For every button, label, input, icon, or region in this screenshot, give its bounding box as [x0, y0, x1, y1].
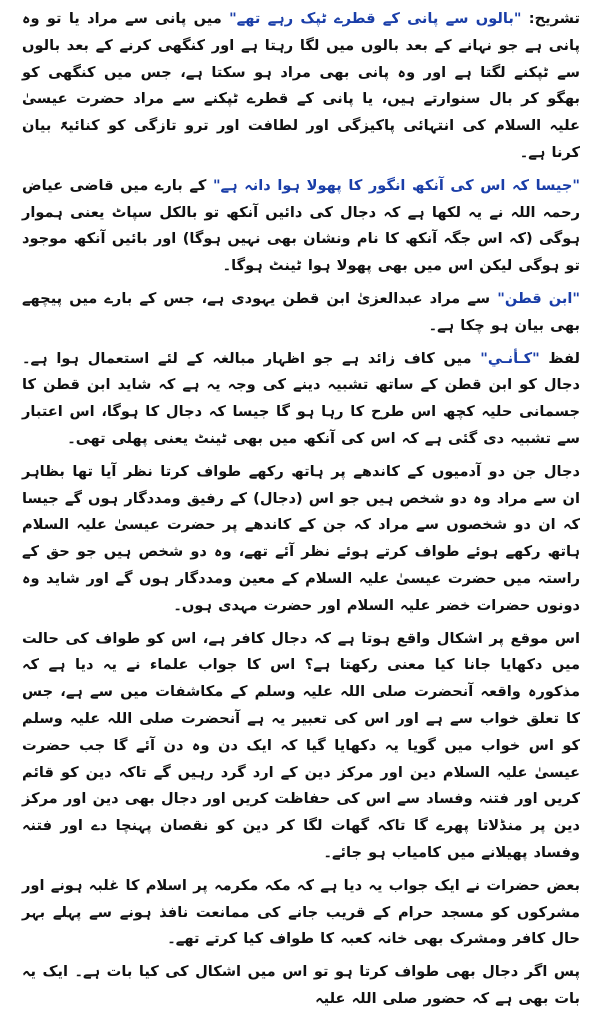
paragraph-text: بعض حضرات نے ایک جواب یہ دیا ہے کہ مکہ مکرمہ پر اسلام کا غلبہ ہونے اور مشرکوں کو مسجد حرام کے قریب جانے کی ممانعت نافذ ہونے سے پہلے بہر حال کافر ومشرک بھی خانہ کعبہ کا طواف کیا کرتے تھے۔	[22, 876, 580, 948]
commentary-label: تشریح:	[521, 10, 580, 27]
quoted-phrase: "جیسا کہ اس کی آنکھ انگور کا پھولا ہوا دانہ ہے"	[212, 176, 580, 194]
paragraph-text: کے بارے میں قاضی عیاض رحمہ اللہ نے یہ لکھا ہے کہ دجال کی دائیں آنکھ تو بالکل سپاٹ یعنی ہموار ہوگی (کہ اس جگہ آنکھ کا نام ونشان بھی نہیں ہوگا) اور بائیں آنکھ موجود تو ہوگی لیکن اس میں بھی پھولا ہوا ٹینٹ ہوگا۔	[22, 176, 580, 275]
paragraph-kaf	[22, 346, 580, 453]
quoted-phrase: "بالوں سے پانی کے قطرے ٹپک رہے تھے"	[229, 10, 522, 27]
lead-text: لفظ	[539, 349, 580, 367]
paragraph-text: دجال جن دو آدمیوں کے کاندھے پر ہاتھ رکھے طواف کرتا نظر آیا تھا بظاہر ان سے مراد وہ دو شخص ہیں جو اس (دجال) کے رفیق ومددگار ہوں گے جیسا کہ ان دو شخصوں سے مراد کہ جن کے کاندھے پر حضرت عیسیٰ علیہ السلام ہاتھ رکھے ہوئے طواف کرتے ہوئے نظر آئے تھے، وہ دو شخص ہیں جو حق کے راستہ میں حضرت عیسیٰ علیہ السلام کے معین ومددگار ہوں گے اور شاید وہ دونوں حضرات خضر علیہ السلام اور حضرت مہدی ہوں۔	[22, 462, 580, 614]
paragraph-ibn-qatan	[22, 286, 580, 340]
quoted-phrase: "ابن قطن"	[497, 289, 580, 307]
paragraph-text: سے مراد عبدالعزیٰ ابن قطن یہودی ہے، جس کے بارے میں پیچھے بھی بیان ہو چکا ہے۔	[22, 289, 580, 334]
paragraph-two-men	[22, 459, 580, 620]
paragraph-text: میں پانی سے مراد یا تو وہ پانی ہے جو نہانے کے بعد بالوں میں لگا رہتا ہے اور کنگھی کرنے کے بعد بالوں سے ٹپکنے لگتا ہے اور وہ پانی بھی مراد ہو سکتا ہے، جس میں کنگھی کو بھگو کر بال سنوارتے ہیں، یا پانی کے قطرے ٹپکنے سے مراد حضرت عیسیٰ علیہ السلام کی انتہائی پاکیزگی اور لطافت اور ترو تازگی کو کنائیۃً بیان کرنا ہے۔	[22, 10, 580, 161]
paragraph-text: میں کاف زائد ہے جو اظہار مبالغہ کے لئے استعمال ہوا ہے۔ دجال کو ابن قطن کے ساتھ تشبیہ دینے کی وجہ یہ ہے کہ شاید ابن قطن کا جسمانی حلیہ کچھ اس طرح کا رہا ہو گا جیسا کہ دجال کا ہوگا، اس اعتبار سے تشبیہ دی گئی ہے کہ اس کی آنکھ میں بھی ٹینٹ یعنی پھلی تھی۔	[22, 349, 580, 447]
document-body	[22, 6, 580, 1007]
paragraph-text: اس موقع پر اشکال واقع ہوتا ہے کہ دجال کافر ہے، اس کو طواف کی حالت میں دکھایا جانا کیا معنی رکھتا ہے؟ اس کا جواب علماء نے یہ دیا ہے کہ مذکورہ واقعہ آنحضرت صلی اللہ علیہ وسلم کے مکاشفات میں سے ہے، جس کا تعلق خواب سے ہے اور اس کی تعبیر یہ ہے آنحضرت صلی اللہ علیہ وسلم کو اس خواب میں گویا یہ دکھایا گیا کہ ایک دن وہ دن آئے گا جب حضرت عیسیٰ علیہ السلام دین اور مرکز دین کے ارد گرد رہیں گے تاکہ دین کو قائم کریں اور فتنہ وفساد سے اس کی حفاظت کریں اور دجال بھی دین اور مرکز دین پر منڈلاتا پھرے گا تاکہ گھات لگا کر دین کو نقصان پہنچا دے اور فتنہ وفساد پھیلانے میں کامیاب ہو جائے۔	[22, 629, 580, 861]
quoted-phrase: "کـأنـي"	[480, 349, 540, 367]
paragraph-final	[22, 959, 580, 1013]
paragraph-eye	[22, 173, 580, 280]
paragraph-objection	[22, 626, 580, 867]
paragraph-answer	[22, 873, 580, 953]
paragraph-text: پس اگر دجال بھی طواف کرتا ہو تو اس میں اشکال کی کیا بات ہے۔ ایک یہ بات بھی ہے کہ حضور صلی اللہ علیہ	[22, 963, 580, 1007]
paragraph-commentary	[22, 6, 580, 167]
